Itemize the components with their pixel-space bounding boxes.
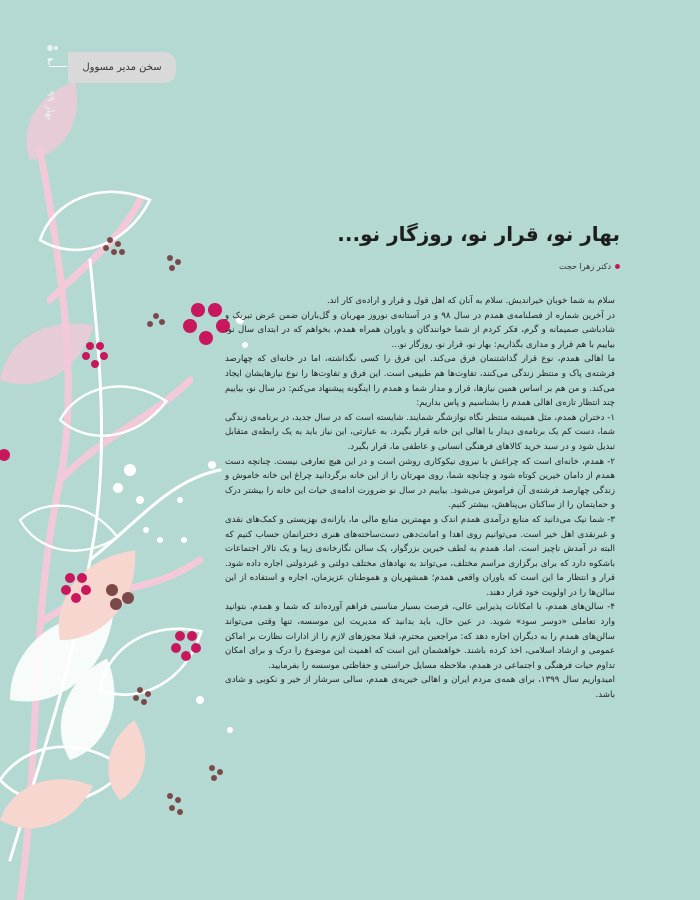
page-number: ۳ xyxy=(47,55,53,68)
author-line xyxy=(559,262,620,271)
section-tab xyxy=(68,52,176,83)
bullet-icon xyxy=(615,264,620,269)
section-label: سخن مدیر مسوول xyxy=(82,62,162,73)
paragraph: سلام به شما خوبان خیراندیش. سلام به آنان که اهل قول و قرار و اراده‌ی کار اند. xyxy=(326,296,615,306)
paragraph: ۳- شما نیک می‌دانید که منابع درآمدی همدم اندک و مهمترین منابع مالی ما، یارانه‌ی بهزیستی و کمک‌های نقدی و غیرنقدی اهل خیر است. می‌توانیم روی اهدا و امانت‌دهی دست‌ساخته‌های هنری دخترانمان حساب کنیم که البته در آمدش ناچیز است. اما، همدم به لطف خیرین بزرگوار، یک سالن نگارخانه‌ی زیبا و یک تالار اجتماعات باشکوه دارد که برای برگزاری مراسم مختلف، می‌تواند به نهادهای مختلف دولتی و غیردولتی اجاره داده شود. قرار و انتظار ما این است که یاوران واقعی همدم؛ همشهریان و هموطنان عزیزمان، اجاره و استفاده از این سالن‌ها را در اولویت خود قرار دهند. xyxy=(225,514,615,598)
logo-icon xyxy=(47,45,58,51)
author-name: دکتر زهرا حجت xyxy=(559,262,611,271)
paragraph: ۴- سالن‌های همدم، با امکانات پذیرایی عالی، فرصت بسیار مناسبی فراهم آورده‌اند که شما و همدم، بتوانید وارد تعاملی «دوسر سود» شوید. در عین حال، باید بدانید که مدیریت این موسسه، تنها وقتی می‌تواند سالن‌های همدم را به دیگران اجاره دهد که: مراجعین محترم، قبلا مجوزهای لازم را از ادارات نظارت بر اماکن عمومی و ارشاد اسلامی، اخذ کرده باشند. خواهشمان این است که اهمیت این موضوع را درک و برای امکان تداوم حیات فرهنگی و اجتماعی در همدم، ملاحظه مسایل حراستی و حفاظتی موسسه را بفرمایید. xyxy=(225,602,615,671)
issue-label: بهار ۹۹ xyxy=(44,90,56,121)
article-body xyxy=(225,294,615,703)
paragraph: امیدواریم سال ۱۳۹۹، برای همه‌ی مردم ایران و اهالی خیریه‌ی همدم، سالی سرشار از خیر و نکویی و شادی باشد. xyxy=(225,675,615,701)
paragraph: در آخرین شماره از فصلنامه‌ی همدم در سال ۹۸ و در آستانه‌ی نوروز مهربان و گل‌باران ضمن عرض تبریک و شادباشی صمیمانه و گرم، فکر کردم از شما خوانندگان و یاوران همراه همدم، بخواهم که در ابتدای سال نو، بیاییم با هم قرار و مداری بگذاریم: بهار نو، قرار نو، روزگار نو... xyxy=(225,310,616,350)
paragraph: ۲- همدم، خانه‌ای است که چراغش با نیروی نیکوکاری روشن است و در این هیچ تعارفی نیست. چنانچه دست همدم از دامان خیرین کوتاه شود و چنانچه شما، روی مهرتان را از این خانه برگردانید چراغ این خانه خاموش و زندگی چهارصد فرشته‌ی آن فراموش می‌شود. بیاییم در سال نو ضرورت ادامه‌ی حیات این خانه را بیشتر درک و حمایتمان را از ساکنان بی‌پناهش، بیشتر کنیم. xyxy=(225,456,615,511)
paragraph: ۱- دختران همدم، مثل همیشه منتظر نگاه نوازشگر شمایند. شایسته است که در سال جدید، در برنامه‌ی زندگی شما، دست کم یک برنامه‌ی دیدار با اهالی این خانه قرار بگیرد. به عبارتی، این نیاز باید به یک رابطه‌ی متقابل تبدیل شود و در سبد خرید کالاهای فرهنگی انسانی و عاطفی ما، قرار بگیرد. xyxy=(225,412,615,452)
article-title: بهار نو، قرار نو، روزگار نو... xyxy=(337,222,620,246)
paragraph: ما اهالی همدم، نوع قرار گذاشتنمان فرق می‌کند. این فرق را کسی نگذاشته، اما در خانه‌ای که چهارصد فرشته‌ی پاک و منتظر زندگی می‌کنند، تفاوت‌ها هم طبیعی است. این فرق و تفاوت‌ها را نوع نیازهایشان ایجاد می‌کند. و من هم بر اساس همین نیازها، قرار و مدار شما و همدم را اینگونه پیشنهاد می‌کنم: در سال نو، بیاییم چند انتظار تازه‌ی اهالی همدم را بشناسیم و پاس بداریم: xyxy=(225,354,615,409)
